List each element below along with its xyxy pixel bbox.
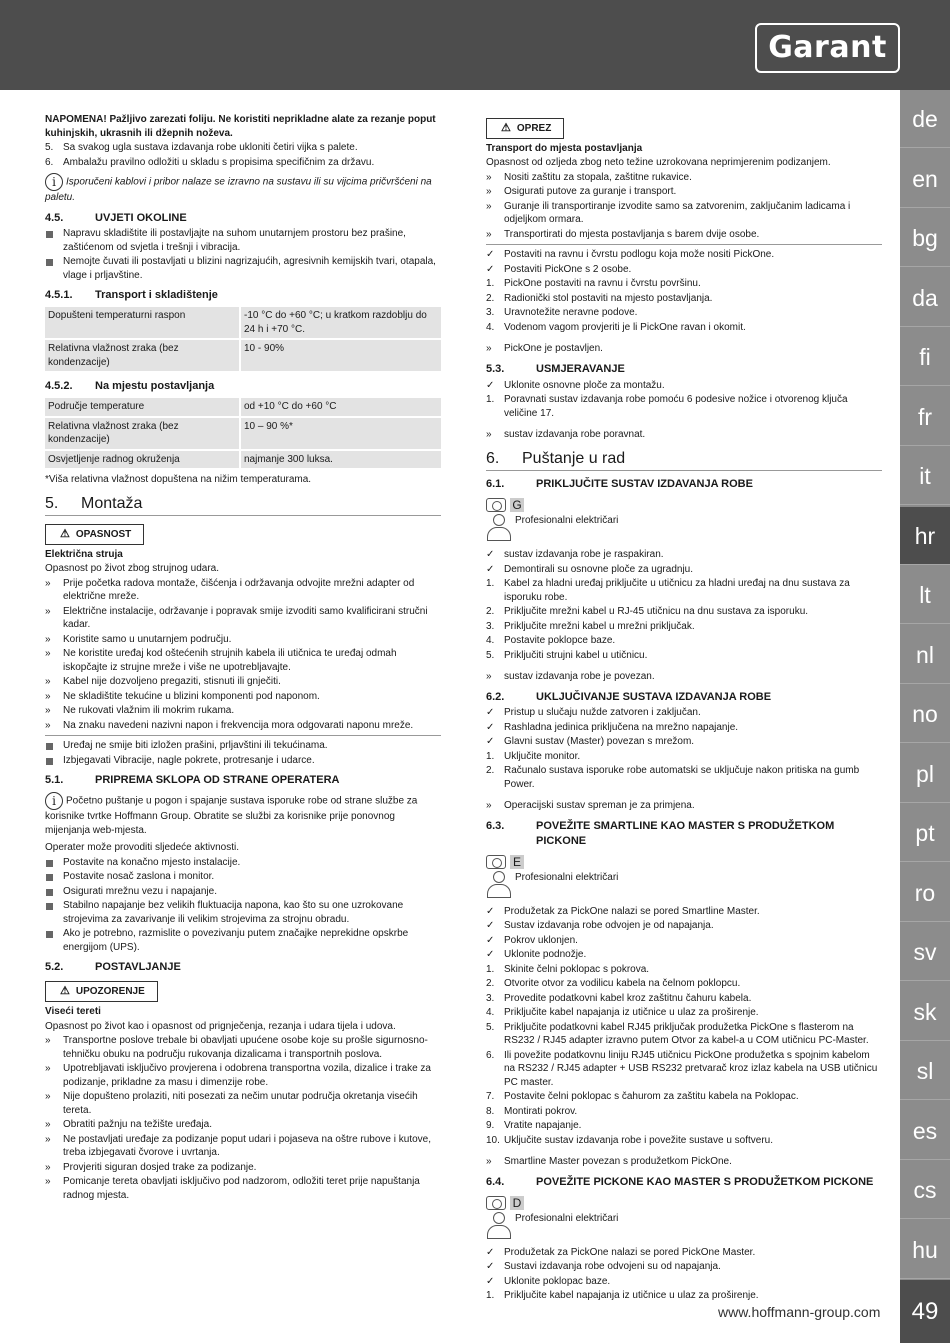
- warning-triangle-icon: ⚠: [501, 122, 511, 134]
- list-item: » Pomicanje tereta obavljati isključivo pod nadzorom, odložiti teret prije napuštanja radnog mjesta.: [45, 1176, 420, 1201]
- list-item: ✓ Rashladna jedinica priključena na mrežno napajanje.: [486, 721, 739, 733]
- danger-title: Električna struja: [45, 548, 123, 560]
- language-tab-es[interactable]: es: [900, 1102, 950, 1160]
- list-item: 6. Ili povežite podatkovnu liniju RJ45 utičnicu PickOne produžetka s spojnim kabelom na RS232 / RJ45 adapter + USB RS232 pretvarač kroz izlaz kabela na USB utičnicu PC master.: [486, 1049, 878, 1088]
- language-tab-ro[interactable]: ro: [900, 864, 950, 922]
- list-item: 4. Postavite poklopce baze.: [486, 635, 616, 647]
- list-item: 2. Računalo sustava isporuke robe automatski se uključuje nakon pritiska na gumb Power.: [486, 765, 860, 790]
- result-item: » sustav izdavanja robe poravnat.: [486, 429, 646, 441]
- list-item: » Na znaku navedeni nazivni napon i frekvencija mora odgovarati naponu mreže.: [45, 719, 414, 731]
- language-tab-en[interactable]: en: [900, 150, 950, 208]
- table-cell: Relativna vlažnost zraka (bez kondenzacije): [45, 418, 241, 449]
- bullet-square-icon: [46, 860, 53, 867]
- result-item: » Operacijski sustav spreman je za primjena.: [486, 800, 695, 812]
- list-item: 1. PickOne postaviti na ravnu i čvrstu površinu.: [486, 278, 701, 290]
- list-item: ✓ Uklonite poklopac baze.: [486, 1275, 611, 1287]
- operator-text: Operater može provoditi sljedeće aktivnosti.: [45, 842, 239, 854]
- warning-title: Viseći tereti: [45, 1006, 101, 1017]
- list-item: » Transportirati do mjesta postavljanja s barem dvije osobe.: [486, 228, 760, 240]
- language-tab-hu[interactable]: hu: [900, 1221, 950, 1279]
- camera-icon: [486, 1196, 506, 1210]
- list-item: ✓ Uklonite podnožje.: [486, 949, 587, 961]
- bullet-square-icon: [46, 903, 53, 910]
- section-heading: 6.3. POVEŽITE SMARTLINE KAO MASTER S PRODUŽETKOM PICKONE: [486, 819, 835, 847]
- footnote: *Viša relativna vlažnost dopuštena na nižim temperaturama.: [45, 474, 312, 486]
- caution-title: Transport do mjesta postavljanja: [486, 142, 643, 154]
- list-item: 4. Priključite kabel napajanja iz utičnice u ulaz za proširenje.: [486, 1007, 759, 1019]
- table-row: [45, 451, 441, 469]
- list-item: Ako je potrebno, razmislite o povezivanju putem značajke neprekidne opskrbe energijom (UPS).: [45, 927, 441, 954]
- left-column: [45, 113, 441, 1203]
- step-list: [486, 750, 882, 792]
- list-item: 2. Priključite mrežni kabel u RJ-45 utičnicu na dnu sustava za isporuku.: [486, 606, 809, 618]
- person-icon: [486, 514, 512, 542]
- step-list: [486, 393, 882, 420]
- garant-logo: Garant: [755, 23, 900, 73]
- camera-icon: [486, 498, 506, 512]
- skill-badge: E: [486, 855, 882, 869]
- list-item: 1. Priključite kabel napajanja iz utičnice u ulaz za proširenje.: [486, 1290, 759, 1301]
- result: [486, 799, 882, 813]
- note: NAPOMENA! Pažljivo zarezati foliju. Ne koristiti neprikladne alate za rezanje poput kuhinjskih, ukrasnih ili džepnih noževa.: [45, 114, 436, 139]
- bullet-square-icon: [46, 231, 53, 238]
- personnel: Profesionalni električari: [486, 1212, 882, 1240]
- language-tab-pl[interactable]: pl: [900, 745, 950, 803]
- language-tab-de[interactable]: de: [900, 90, 950, 148]
- warning-triangle-icon: ⚠: [60, 528, 70, 541]
- list-item: 6. Ambalažu pravilno odložiti u skladu s propisima specifičnim za državu.: [45, 156, 375, 168]
- danger-subtitle: Opasnost po život zbog strujnog udara.: [45, 563, 219, 575]
- unpack-steps: [45, 141, 441, 169]
- list-item: » Osigurati putove za guranje i transport.: [486, 186, 677, 198]
- footer-url: www.hoffmann-group.com: [718, 1304, 881, 1320]
- list-item: ✓ Produžetak za PickOne nalazi se pored Smartline Master.: [486, 905, 760, 917]
- list-item: » Obratiti pažnju na težište uređaja.: [45, 1119, 212, 1130]
- list-item: 3. Provedite podatkovni kabel kroz zaštitnu čahuru kabela.: [486, 992, 752, 1004]
- precondition-list: [486, 1246, 882, 1289]
- step-list: [486, 577, 882, 662]
- language-tab-no[interactable]: no: [900, 685, 950, 743]
- language-sidebar: [900, 90, 950, 1343]
- info-note: i Početno puštanje u pogon i spajanje sustava isporuke robe od strane službe za korisnike tvrtke Hoffmann Group. Obratite se službi za korisnike prije ponovnog mijenjanja web-mjesta.: [45, 794, 418, 836]
- list-item: 8. Montirati pokrov.: [486, 1105, 578, 1117]
- list-item: ✓ Sustav izdavanja robe odvojen je od napajanja.: [486, 920, 714, 932]
- list-item: ✓ Sustavi izdavanja robe odvojeni su od napajanja.: [486, 1261, 721, 1272]
- step-list: [486, 277, 882, 334]
- list-item: Osigurati mrežnu vezu i napajanje.: [45, 885, 441, 899]
- list-item: 2. Otvorite otvor za vodilicu kabela na čelnom poklopcu.: [486, 978, 741, 990]
- table-cell: Relativna vlažnost zraka (bez kondenzacije): [45, 340, 241, 371]
- list-item: 1. Poravnati sustav izdavanja robe pomoću 6 podesive nožice i otvorenog ključa veličine 17.: [486, 394, 848, 419]
- list-item: » Ne skladištite tekućine u blizini komponenti pod naponom.: [45, 690, 320, 702]
- bullet-square-icon: [46, 874, 53, 881]
- table-row: [45, 340, 441, 371]
- info-note: i Isporučeni kablovi i pribor nalaze se izravno na sustavu ili su vijcima pričvršćeni na paletu.: [45, 175, 432, 203]
- list-item: » Nositi zaštitu za stopala, zaštitne rukavice.: [486, 171, 692, 183]
- section-heading: 4.5.2. Na mjestu postavljanja: [45, 380, 215, 393]
- camera-icon: [486, 855, 506, 869]
- list-item: » Ne rukovati vlažnim ili mokrim rukama.: [45, 705, 235, 717]
- skill-badge: D: [486, 1196, 882, 1210]
- personnel: Profesionalni električari: [486, 514, 882, 542]
- language-tab-fr[interactable]: fr: [900, 388, 950, 446]
- section-heading: 4.5.1. Transport i skladištenje: [45, 289, 218, 302]
- bullet-square-icon: [46, 259, 53, 266]
- result: [486, 428, 882, 442]
- list-item: » Provjeriti siguran dosjed trake za podizanje.: [45, 1161, 257, 1173]
- info-icon: i: [45, 792, 63, 810]
- right-column: [486, 113, 882, 1304]
- language-tab-sl[interactable]: sl: [900, 1042, 950, 1100]
- section-heading: 6.4. POVEŽITE PICKONE KAO MASTER S PRODUŽETKOM PICKONE: [486, 1175, 874, 1188]
- skill-badge: G: [486, 498, 882, 512]
- table-cell: od +10 °C do +60 °C: [241, 398, 441, 416]
- table-row: [45, 307, 441, 338]
- list-item: ✓ Pokrov uklonjen.: [486, 934, 578, 946]
- result: [486, 342, 882, 356]
- chapter-heading: 5. Montaža: [45, 493, 441, 517]
- result: [486, 1155, 882, 1169]
- table-cell: -10 °C do +60 °C; u kratkom razdoblju do 24 h i +70 °C.: [241, 307, 441, 338]
- section-heading: 5.3. USMJERAVANJE: [486, 362, 625, 375]
- language-tab-pt[interactable]: pt: [900, 804, 950, 862]
- list-item: » Kabel nije dozvoljeno pregaziti, stisnuti ili gnječiti.: [45, 676, 281, 688]
- table-cell: najmanje 300 luksa.: [241, 451, 441, 469]
- caution-list: [486, 171, 882, 242]
- list-item: » Ne postavljati uređaje za podizanje poput udari i pojaseva na oštre rubove i kutove, treba izbjegavati čvorove i uvrtanja.: [45, 1133, 432, 1158]
- precondition-list: [486, 905, 882, 962]
- list-item: 5. Priključiti strujni kabel u utičnicu.: [486, 649, 648, 661]
- environment-list: [45, 227, 441, 282]
- table-row: [45, 418, 441, 449]
- list-item: 9. Vratite napajanje.: [486, 1120, 582, 1132]
- info-icon: i: [45, 173, 63, 191]
- bullet-square-icon: [46, 758, 53, 765]
- language-tab-da[interactable]: da: [900, 269, 950, 327]
- list-item: 1. Kabel za hladni uređaj priključite u utičnicu za hladni uređaj na dnu sustava za isporuku robe.: [486, 578, 850, 603]
- header-bar: [0, 0, 950, 90]
- list-item: 5. Sa svakog ugla sustava izdavanja robe ukloniti četiri vijka s palete.: [45, 142, 358, 153]
- danger-label: ⚠ OPASNOST: [45, 524, 144, 545]
- warning-label: ⚠ UPOZORENJE: [45, 981, 158, 1002]
- operator-list: [45, 856, 441, 955]
- warning-list: [45, 1034, 441, 1202]
- language-tab-fi[interactable]: fi: [900, 328, 950, 386]
- language-tab-cs[interactable]: cs: [900, 1161, 950, 1219]
- list-item: Napravu skladištite ili postavljajte na suhom unutarnjem prostoru bez prašine, zaštićenom od svjetla i trešnji i vibracija.: [45, 227, 441, 254]
- page-number: 49: [900, 1280, 950, 1343]
- list-item: ✓ Postaviti PickOne s 2 osobe.: [486, 263, 632, 275]
- language-tab-nl[interactable]: nl: [900, 626, 950, 684]
- result: [486, 670, 882, 684]
- danger-list: [45, 577, 441, 733]
- list-item: Uređaj ne smije biti izložen prašini, prljavštini ili tekućinama.: [45, 739, 441, 753]
- person-icon: [486, 871, 512, 899]
- caution-subtitle: Opasnost od ozljeda zbog neto težine uzrokovana neprimjerenim podizanjem.: [486, 157, 831, 169]
- list-item: ✓ Glavni sustav (Master) povezan s mrežom.: [486, 736, 695, 748]
- list-item: » Prije početka radova montaže, čišćenja i održavanja odvojite mrežni adapter od električne mreže.: [45, 577, 415, 603]
- person-icon: [486, 1212, 512, 1240]
- section-heading: 5.1. PRIPREMA SKLOPA OD STRANE OPERATERA: [45, 774, 340, 787]
- table-cell: Osvjetljenje radnog okruženja: [45, 451, 241, 469]
- section-heading: 6.2. UKLJUČIVANJE SUSTAVA IZDAVANJA ROBE: [486, 690, 772, 703]
- table-cell: Dopušteni temperaturni raspon: [45, 307, 241, 338]
- list-item: 2. Radionički stol postaviti na mjesto postavljanja.: [486, 292, 713, 304]
- list-item: ✓ Demontirali su osnovne ploče za ugradnju.: [486, 563, 693, 575]
- list-item: Stabilno napajanje bez velikih fluktuacija napona, kao što su one uzrokovane strojevima za zavarivanje ili velikim strojevima za strojnu obradu.: [45, 899, 441, 926]
- list-item: 7. Postavite čelni poklopac s čahurom za zaštitu kabela na Poklopac.: [486, 1091, 799, 1103]
- precondition-list: [486, 379, 882, 393]
- language-tab-sv[interactable]: sv: [900, 923, 950, 981]
- list-item: 4. Vodenom vagom provjeriti je li PickOne ravan i okomit.: [486, 321, 746, 333]
- precondition-list: [486, 706, 882, 749]
- bullet-square-icon: [46, 931, 53, 938]
- list-item: » Guranje ili transportiranje izvodite samo sa zatvorenim, zaključanim ladicama i odjeljkom ormara.: [486, 200, 851, 226]
- table-cell: Područje temperature: [45, 398, 241, 416]
- section-heading: 5.2. POSTAVLJANJE: [45, 961, 181, 974]
- list-item: » Nije dopušteno prolaziti, niti posezati za nečim unutar područja okretanja visećih tereta.: [45, 1091, 418, 1116]
- caution-label: ⚠ OPREZ: [486, 118, 564, 139]
- transport-table: [45, 305, 441, 373]
- site-table: [45, 396, 441, 470]
- personnel: Profesionalni električari: [486, 871, 882, 899]
- language-tab-bg[interactable]: bg: [900, 209, 950, 267]
- bullet-square-icon: [46, 889, 53, 896]
- chapter-heading: 6. Puštanje u rad: [486, 448, 882, 472]
- language-tab-sk[interactable]: sk: [900, 983, 950, 1041]
- result-item: » sustav izdavanja robe je povezan.: [486, 671, 655, 683]
- section-heading: 4.5. UVJETI OKOLINE: [45, 211, 187, 224]
- device-notes-list: [45, 739, 441, 767]
- result-item: » Smartline Master povezan s produžetkom PickOne.: [486, 1156, 732, 1168]
- language-tab-hr[interactable]: hr: [900, 507, 950, 565]
- table-cell: 10 - 90%: [241, 340, 441, 371]
- list-item: ✓ Postaviti na ravnu i čvrstu podlogu koja može nositi PickOne.: [486, 249, 775, 261]
- list-item: 3. Priključite mrežni kabel u mrežni priključak.: [486, 620, 695, 632]
- list-item: 10. Uključite sustav izdavanja robe i povežite sustave u softveru.: [486, 1134, 774, 1146]
- step-list: [486, 1289, 882, 1303]
- step-list: [486, 963, 882, 1148]
- list-item: 1. Uključite monitor.: [486, 750, 581, 762]
- language-tab-it[interactable]: it: [900, 447, 950, 505]
- list-item: » Ne koristite uređaj kod oštećenih strujnih kabela ili utičnica te uređaj odmah iskopčajte iz strujne mreže i više ne upotrebljavajte.: [45, 648, 397, 673]
- list-item: Izbjegavati Vibracije, nagle pokrete, protresanje i udarce.: [45, 754, 441, 768]
- section-heading: 6.1. PRIKLJUČITE SUSTAV IZDAVANJA ROBE: [486, 478, 753, 491]
- table-cell: 10 – 90 %*: [241, 418, 441, 449]
- list-item: 1. Skinite čelni poklopac s pokrova.: [486, 963, 650, 975]
- language-tab-lt[interactable]: lt: [900, 566, 950, 624]
- list-item: ✓ Produžetak za PickOne nalazi se pored PickOne Master.: [486, 1246, 756, 1258]
- list-item: ✓ Uklonite osnovne ploče za montažu.: [486, 379, 665, 391]
- divider: [486, 244, 882, 245]
- list-item: » Električne instalacije, održavanje i popravak smije izvoditi samo kvalificirani stručni kadar.: [45, 605, 428, 631]
- list-item: 3. Uravnotežite neravne podove.: [486, 307, 638, 319]
- list-item: » Koristite samo u unutarnjem području.: [45, 633, 232, 645]
- warning-triangle-icon: ⚠: [60, 985, 70, 998]
- list-item: ✓ Pristup u slučaju nužde zatvoren i zaključan.: [486, 707, 701, 719]
- precondition-list: [486, 548, 882, 576]
- warning-subtitle: Opasnost po život kao i opasnost od prignječenja, rezanja i udara tijela i udova.: [45, 1020, 396, 1032]
- divider: [45, 735, 441, 736]
- list-item: » Transportne poslove trebale bi obavljati upućene osobe koje su prošle sigurnosno-tehničku obuku na području rukovanja dizalicama i transportnih poslova.: [45, 1035, 428, 1060]
- precondition-list: [486, 248, 882, 276]
- bullet-square-icon: [46, 743, 53, 750]
- list-item: Nemojte čuvati ili postavljati u blizini nagrizajućih, agresivnih kemijskih tvari, otapala, vlage i prljavštine.: [45, 255, 441, 282]
- list-item: » Upotrebljavati isključivo provjerena i odobrena transportna vozila, dizalice i trake za podizanje, prikladne za masu i dimenzije robe.: [45, 1063, 431, 1088]
- list-item: Postavite na konačno mjesto instalacije.: [45, 856, 441, 870]
- list-item: Postavite nosač zaslona i monitor.: [45, 870, 441, 884]
- result-item: » PickOne je postavljen.: [486, 343, 603, 355]
- list-item: ✓ sustav izdavanja robe je raspakiran.: [486, 549, 664, 561]
- list-item: 5. Priključite podatkovni kabel RJ45 priključak produžetka PickOne s flasterom na RS232 / RJ45 adapter izravno putem Otvor za kabel-a u COM utičnicu PC-Master.: [486, 1021, 869, 1047]
- table-row: [45, 398, 441, 416]
